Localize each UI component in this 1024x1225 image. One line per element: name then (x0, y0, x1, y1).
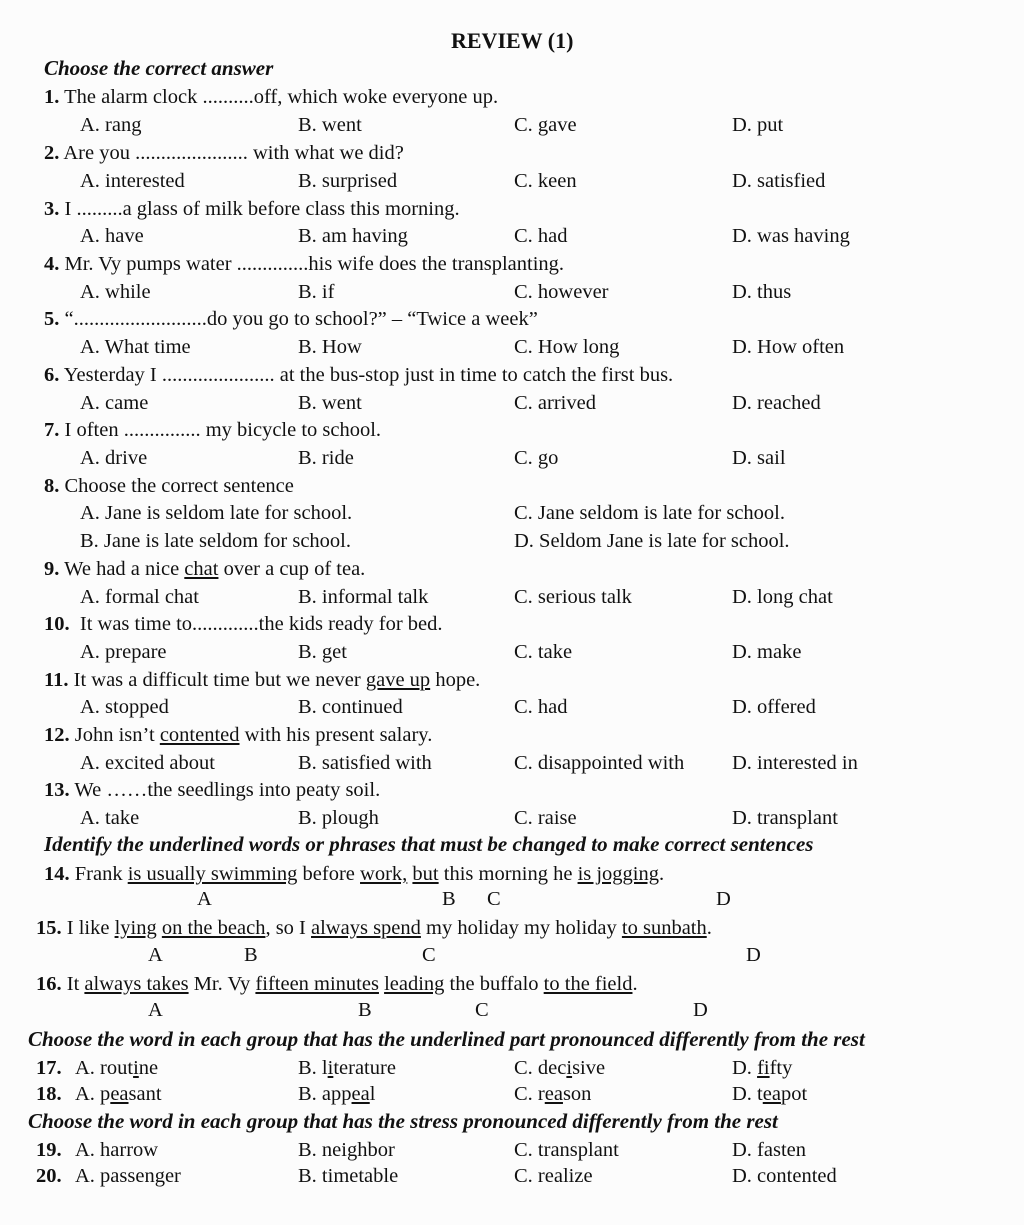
word-part: son (562, 1083, 592, 1105)
option-4b: B. if (298, 281, 335, 303)
option-20d: D. contented (732, 1165, 837, 1187)
option-8a: A. Jane is seldom late for school. (80, 502, 353, 524)
word-part: D. (732, 1057, 758, 1079)
question-stem-end: over a cup of tea. (218, 558, 366, 580)
option-1c: C. gave (514, 114, 577, 136)
underlined-letters: ea (544, 1083, 563, 1105)
word-part: C. r (514, 1083, 545, 1105)
question-17-number: 17. (36, 1057, 62, 1079)
option-8c: C. Jane seldom is late for school. (514, 502, 786, 524)
question-number: 9. (44, 558, 60, 580)
question-number: 14. (44, 863, 70, 885)
option-18c (514, 1084, 591, 1105)
option-6b: B. went (298, 392, 362, 414)
underlined-part-c: but (412, 863, 439, 885)
question-stem: Yesterday I ...................... at the bus-stop just in time to catch the first bus. (63, 364, 674, 386)
option-11c: C. had (514, 696, 568, 718)
question-number: 10. (44, 613, 70, 635)
question-stem: I often ............... my bicycle to school. (64, 419, 382, 441)
option-2d: D. satisfied (732, 170, 826, 192)
option-9b: B. informal talk (298, 586, 429, 608)
question-stem: Mr. Vy pumps water ..............his wife does the transplanting. (64, 253, 565, 275)
question-8 (44, 476, 294, 497)
option-20a: A. passenger (75, 1165, 181, 1187)
option-1d: D. put (732, 114, 784, 136)
option-10d: D. make (732, 641, 802, 663)
option-10a: A. prepare (80, 641, 167, 663)
option-17c (514, 1058, 605, 1079)
question-stem: The alarm clock ..........off, which woke everyone up. (64, 86, 499, 108)
question-stem: We had a nice (64, 558, 185, 580)
question-10 (44, 614, 443, 635)
question-11 (44, 670, 480, 691)
question-3 (44, 199, 460, 220)
question-number: 1. (44, 86, 60, 108)
word-part: ne (138, 1057, 159, 1079)
sentence-part: Mr. Vy (188, 973, 256, 995)
option-4d: D. thus (732, 281, 792, 303)
question-12 (44, 725, 432, 746)
question-stem-end: hope. (430, 669, 481, 691)
option-11b: B. continued (298, 696, 403, 718)
option-13c: C. raise (514, 807, 577, 829)
option-17d (732, 1058, 792, 1079)
question-number: 3. (44, 198, 60, 220)
question-number: 13. (44, 779, 70, 801)
sentence-part: this morning he (438, 863, 578, 885)
underlined-part-a: lying (114, 917, 157, 939)
question-stem: We ……the seedlings into peaty soil. (74, 779, 381, 801)
underlined-part-d: to sunbath (621, 917, 707, 939)
word-part: B. app (298, 1083, 352, 1105)
option-4c: C. however (514, 281, 609, 303)
question-18-number: 18. (36, 1083, 62, 1105)
option-10c: C. take (514, 641, 573, 663)
question-stem: Choose the correct sentence (64, 475, 294, 497)
option-8d: D. Seldom Jane is late for school. (514, 530, 790, 552)
option-12b: B. satisfied with (298, 752, 432, 774)
option-7c: C. go (514, 447, 559, 469)
option-13b: B. plough (298, 807, 379, 829)
option-2c: C. keen (514, 170, 577, 192)
letter-b: B (442, 888, 456, 910)
question-stem: It was time to.............the kids ready for bed. (79, 613, 443, 635)
underlined-word: chat (184, 558, 219, 580)
section-heading-choose-answer: Choose the correct answer (44, 56, 274, 80)
underlined-letters: ea (110, 1083, 129, 1105)
question-stem: Are you ...................... with what we did? (63, 142, 404, 164)
word-part: B. l (298, 1057, 328, 1079)
question-14 (44, 864, 664, 885)
option-20b: B. timetable (298, 1165, 399, 1187)
option-19a: A. harrow (75, 1139, 159, 1161)
option-19b: B. neighbor (298, 1139, 395, 1161)
page-title: REVIEW (1) (451, 28, 574, 53)
sentence-part: It (66, 973, 85, 995)
sentence-part: Frank (74, 863, 128, 885)
option-5b: B. How (298, 336, 362, 358)
underlined-letters: ea (351, 1083, 370, 1105)
word-part: D. t (732, 1083, 763, 1105)
option-11a: A. stopped (80, 696, 169, 718)
question-stem-end: with his present salary. (239, 724, 433, 746)
sentence-part: , so I (265, 917, 312, 939)
letter-b: B (358, 999, 372, 1021)
question-stem: I .........a glass of milk before class this morning. (64, 198, 460, 220)
question-stem: It was a difficult time but we never (73, 669, 366, 691)
underlined-part-c: always spend (311, 917, 421, 939)
question-2 (44, 143, 404, 164)
question-19-number: 19. (36, 1139, 62, 1161)
underlined-part-b: fifteen minutes (255, 973, 379, 995)
question-stem: John isn’t (74, 724, 160, 746)
option-6c: C. arrived (514, 392, 596, 414)
underlined-letters: i (566, 1057, 573, 1079)
option-2a: A. interested (80, 170, 185, 192)
option-5c: C. How long (514, 336, 620, 358)
word-part: sive (572, 1057, 606, 1079)
option-19c: C. transplant (514, 1139, 619, 1161)
underlined-part-d: to the field (543, 973, 633, 995)
option-8b: B. Jane is late seldom for school. (80, 530, 352, 552)
question-16 (36, 974, 638, 995)
option-5d: D. How often (732, 336, 845, 358)
letter-d: D (716, 888, 731, 910)
sentence-part: . (706, 917, 712, 939)
question-13 (44, 780, 380, 801)
option-18d (732, 1084, 807, 1105)
question-6 (44, 365, 673, 386)
underlined-word: contented (159, 724, 240, 746)
option-3b: B. am having (298, 225, 408, 247)
underlined-part-c: leading (384, 973, 445, 995)
section-heading-identify-errors: Identify the underlined words or phrases that must be changed to make correct sentences (44, 832, 814, 856)
option-6d: D. reached (732, 392, 821, 414)
question-number: 15. (36, 917, 62, 939)
option-1b: B. went (298, 114, 362, 136)
underlined-letters: i (133, 1057, 139, 1079)
letter-c: C (475, 999, 489, 1021)
sentence-part: I like (66, 917, 115, 939)
option-7b: B. ride (298, 447, 354, 469)
question-1 (44, 87, 498, 108)
question-number: 4. (44, 253, 60, 275)
option-11d: D. offered (732, 696, 816, 718)
option-9a: A. formal chat (80, 586, 199, 608)
option-1a: A. rang (80, 114, 142, 136)
sentence-part: . (659, 863, 665, 885)
option-20c: C. realize (514, 1165, 593, 1187)
sentence-part: my holiday my holiday (420, 917, 622, 939)
word-part: sant (128, 1083, 162, 1105)
option-9d: D. long chat (732, 586, 833, 608)
option-9c: C. serious talk (514, 586, 632, 608)
question-7 (44, 420, 381, 441)
option-13d: D. transplant (732, 807, 838, 829)
option-3c: C. had (514, 225, 568, 247)
question-number: 8. (44, 475, 60, 497)
option-2b: B. surprised (298, 170, 398, 192)
option-5a: A. What time (80, 336, 191, 358)
underlined-letters: i (327, 1057, 334, 1079)
underlined-part-a: is usually swimming (127, 863, 298, 885)
question-4 (44, 254, 564, 275)
option-10b: B. get (298, 641, 347, 663)
option-3d: D. was having (732, 225, 850, 247)
question-9 (44, 559, 365, 580)
letter-d: D (746, 944, 761, 966)
question-number: 12. (44, 724, 70, 746)
option-7a: A. drive (80, 447, 148, 469)
letter-c: C (422, 944, 436, 966)
question-15 (36, 918, 712, 939)
word-part: A. p (75, 1083, 111, 1105)
letter-a: A (197, 888, 212, 910)
sentence-part: . (632, 973, 638, 995)
option-17b (298, 1058, 396, 1079)
underlined-part-a: always takes (84, 973, 189, 995)
letter-b: B (244, 944, 258, 966)
question-5 (44, 309, 538, 330)
question-number: 16. (36, 973, 62, 995)
word-part: A. rout (75, 1057, 134, 1079)
underlined-letters: fi (757, 1057, 770, 1079)
sentence-part: the buffalo (444, 973, 544, 995)
option-12c: C. disappointed with (514, 752, 685, 774)
option-18a (75, 1084, 162, 1105)
option-17a (75, 1058, 158, 1079)
option-12d: D. interested in (732, 752, 858, 774)
letter-d: D (693, 999, 708, 1021)
letter-c: C (487, 888, 501, 910)
question-stem: “..........................do you go to school?” – “Twice a week” (64, 308, 538, 330)
word-part: fty (769, 1057, 793, 1079)
option-6a: A. came (80, 392, 149, 414)
option-4a: A. while (80, 281, 151, 303)
question-20-number: 20. (36, 1165, 62, 1187)
option-18b (298, 1084, 375, 1105)
option-7d: D. sail (732, 447, 786, 469)
option-19d: D. fasten (732, 1139, 807, 1161)
option-12a: A. excited about (80, 752, 215, 774)
question-number: 7. (44, 419, 60, 441)
option-3a: A. have (80, 225, 144, 247)
letter-a: A (148, 944, 163, 966)
question-number: 11. (44, 669, 69, 691)
underlined-part-b: work, (360, 863, 408, 885)
word-part: terature (333, 1057, 396, 1079)
option-13a: A. take (80, 807, 140, 829)
underlined-letters: ea (762, 1083, 781, 1105)
underlined-part-b: on the beach (161, 917, 266, 939)
question-number: 2. (44, 142, 60, 164)
underlined-part-d: is jogging (577, 863, 660, 885)
word-part: C. dec (514, 1057, 567, 1079)
underlined-phrase: gave up (365, 669, 431, 691)
word-part: pot (780, 1083, 808, 1105)
letter-a: A (148, 999, 163, 1021)
section-heading-pronunciation: Choose the word in each group that has the underlined part pronounced differently from the rest (28, 1027, 865, 1051)
word-part: l (369, 1083, 376, 1105)
sentence-part: before (297, 863, 361, 885)
question-number: 5. (44, 308, 60, 330)
section-heading-stress: Choose the word in each group that has the stress pronounced differently from the rest (28, 1109, 778, 1133)
question-number: 6. (44, 364, 60, 386)
